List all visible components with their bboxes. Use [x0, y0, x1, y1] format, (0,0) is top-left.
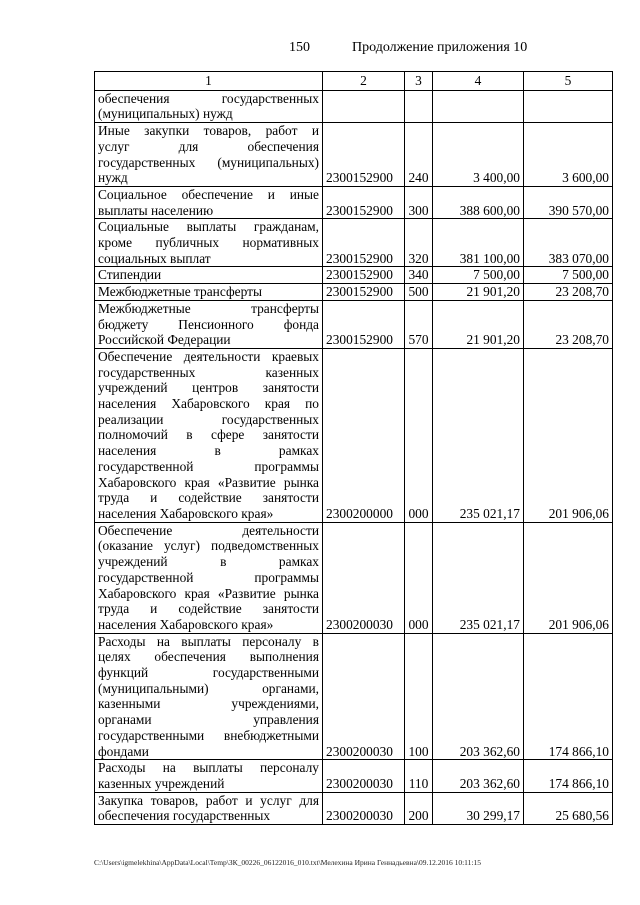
expense-name-line: Обеспечение деятельности краевых: [98, 348, 319, 364]
amount-year-2-cell: 3 600,00: [524, 123, 613, 187]
table-row: [95, 219, 613, 267]
expense-name-line: реализации государственных: [98, 411, 319, 427]
expense-name-cell: [95, 267, 323, 284]
expense-name-line: услуг для обеспечения: [98, 138, 319, 154]
expense-name-line: Межбюджетные трансферты: [98, 284, 262, 300]
expense-name-line: (оказание услуг) подведомственных: [98, 538, 319, 554]
target-article-code-cell: 2300152900: [323, 267, 405, 284]
expense-name-line: государственной программы: [98, 458, 319, 474]
amount-year-1-cell: 388 600,00: [433, 186, 524, 218]
amount-year-2-cell: 23 208,70: [524, 284, 613, 301]
expense-name-line: кроме публичных нормативных: [98, 235, 319, 251]
expense-name-line: казенных учреждений: [98, 775, 225, 791]
target-article-code-cell: 2300200030: [323, 792, 405, 824]
expense-name-line: Хабаровского края «Развитие рынка: [98, 585, 319, 601]
expense-name-line: органами управления: [98, 712, 319, 728]
column-header-5: 5: [524, 72, 613, 91]
amount-year-2-cell: 7 500,00: [524, 267, 613, 284]
expense-name-line: учреждений центров занятости: [98, 380, 319, 396]
expense-name-line: населения Хабаровского края по: [98, 396, 319, 412]
amount-year-2-cell: 25 680,56: [524, 792, 613, 824]
expense-type-code-cell: 570: [405, 300, 433, 348]
expense-type-code-cell: 500: [405, 284, 433, 301]
amount-year-2-cell: [524, 90, 613, 122]
column-header-2: 2: [323, 72, 405, 91]
expense-name-line: обеспечения государственных: [98, 90, 319, 106]
amount-year-1-cell: 381 100,00: [433, 219, 524, 267]
expense-name-line: (муниципальными) органами,: [98, 680, 319, 696]
expense-name-line: социальных выплат: [98, 250, 211, 266]
amount-year-1-cell: 21 901,20: [433, 300, 524, 348]
amount-year-1-cell: 203 362,60: [433, 760, 524, 792]
expense-type-code-cell: 000: [405, 522, 433, 633]
target-article-code-cell: 2300152900: [323, 300, 405, 348]
amount-year-1-cell: 30 299,17: [433, 792, 524, 824]
target-article-code-cell: 2300200030: [323, 633, 405, 760]
expense-name-line: Стипендии: [98, 267, 162, 283]
expense-type-code-cell: 320: [405, 219, 433, 267]
expense-type-code-cell: 300: [405, 186, 433, 218]
expense-name-cell: [95, 633, 323, 760]
table-row: [95, 792, 613, 824]
amount-year-2-cell: 174 866,10: [524, 760, 613, 792]
amount-year-1-cell: 235 021,17: [433, 348, 524, 522]
expense-name-line: Расходы на выплаты персоналу в: [98, 633, 319, 649]
expense-name-cell: [95, 123, 323, 187]
expense-name-cell: [95, 300, 323, 348]
expense-name-line: бюджету Пенсионного фонда: [98, 316, 319, 332]
expense-name-line: целях обеспечения выполнения: [98, 649, 319, 665]
expense-name-line: обеспечения государственных: [98, 808, 271, 824]
expense-name-line: Обеспечение деятельности: [98, 522, 319, 538]
amount-year-1-cell: 7 500,00: [433, 267, 524, 284]
column-header-row: [95, 72, 613, 91]
expense-name-line: Социальное обеспечение и иные: [98, 186, 319, 202]
expense-name-line: Расходы на выплаты персоналу: [98, 760, 319, 776]
column-header-3: 3: [405, 72, 433, 91]
expense-name-line: труда и содействие занятости: [98, 601, 319, 617]
expense-name-cell: [95, 348, 323, 522]
expense-name-cell: [95, 186, 323, 218]
target-article-code-cell: 2300152900: [323, 123, 405, 187]
expense-type-code-cell: 200: [405, 792, 433, 824]
expense-type-code-cell: 000: [405, 348, 433, 522]
table-row: [95, 300, 613, 348]
table-row: [95, 284, 613, 301]
target-article-code-cell: 2300200030: [323, 760, 405, 792]
expense-type-code-cell: [405, 90, 433, 122]
expense-name-line: Российской Федерации: [98, 332, 231, 348]
expense-name-line: учреждений в рамках: [98, 554, 319, 570]
expense-name-line: населения Хабаровского края»: [98, 616, 274, 632]
expense-name-line: казенными учреждениями,: [98, 696, 319, 712]
table-row: [95, 186, 613, 218]
column-header-4: 4: [433, 72, 524, 91]
expense-name-line: государственной программы: [98, 569, 319, 585]
expense-type-code-cell: 240: [405, 123, 433, 187]
target-article-code-cell: 2300152900: [323, 219, 405, 267]
expense-name-line: населения в рамках: [98, 443, 319, 459]
amount-year-2-cell: 201 906,06: [524, 522, 613, 633]
amount-year-2-cell: 390 570,00: [524, 186, 613, 218]
expense-name-line: фондами: [98, 743, 149, 759]
amount-year-1-cell: 21 901,20: [433, 284, 524, 301]
expense-name-line: государственных (муниципальных): [98, 154, 319, 170]
expense-name-line: нужд: [98, 170, 128, 186]
expense-type-code-cell: 110: [405, 760, 433, 792]
expense-name-line: полномочий в сфере занятости: [98, 427, 319, 443]
expense-name-cell: [95, 522, 323, 633]
table-row: [95, 90, 613, 122]
table-row: [95, 633, 613, 760]
expense-name-cell: [95, 760, 323, 792]
expense-name-line: труда и содействие занятости: [98, 490, 319, 506]
expense-type-code-cell: 100: [405, 633, 433, 760]
target-article-code-cell: 2300152900: [323, 284, 405, 301]
target-article-code-cell: [323, 90, 405, 122]
expense-name-line: государственных казенных: [98, 364, 319, 380]
column-header-1: 1: [95, 72, 323, 91]
expense-name-line: выплаты населению: [98, 202, 214, 218]
expense-name-cell: [95, 90, 323, 122]
expense-name-line: Межбюджетные трансферты: [98, 300, 319, 316]
table-row: [95, 760, 613, 792]
amount-year-1-cell: [433, 90, 524, 122]
amount-year-2-cell: 201 906,06: [524, 348, 613, 522]
table-row: [95, 267, 613, 284]
amount-year-1-cell: 203 362,60: [433, 633, 524, 760]
table-row: [95, 522, 613, 633]
page-number: 150: [289, 40, 310, 55]
appendix-continuation-title: Продолжение приложения 10: [352, 40, 528, 55]
expense-name-line: Хабаровского края «Развитие рынка: [98, 474, 319, 490]
amount-year-1-cell: 3 400,00: [433, 123, 524, 187]
expense-name-cell: [95, 792, 323, 824]
table-row: [95, 348, 613, 522]
expense-type-code-cell: 340: [405, 267, 433, 284]
expense-name-cell: [95, 284, 323, 301]
target-article-code-cell: 2300200030: [323, 522, 405, 633]
target-article-code-cell: 2300152900: [323, 186, 405, 218]
amount-year-1-cell: 235 021,17: [433, 522, 524, 633]
expense-name-line: населения Хабаровского края»: [98, 505, 274, 521]
table-row: [95, 123, 613, 187]
expense-name-line: (муниципальных) нужд: [98, 106, 233, 122]
expense-name-line: Закупка товаров, работ и услуг для: [98, 792, 319, 808]
expense-name-line: Иные закупки товаров, работ и: [98, 123, 319, 139]
amount-year-2-cell: 383 070,00: [524, 219, 613, 267]
target-article-code-cell: 2300200000: [323, 348, 405, 522]
file-path-footer: C:\Users\igmelekhina\AppData\Local\Temp\ЗК_00226_06122016_010.txt\Мелехина Ирина Геннадьевна\09.12.2016 10:11:15: [94, 858, 481, 867]
budget-table: [94, 71, 613, 825]
expense-name-line: Социальные выплаты гражданам,: [98, 219, 319, 235]
expense-name-cell: [95, 219, 323, 267]
amount-year-2-cell: 174 866,10: [524, 633, 613, 760]
expense-name-line: функций государственными: [98, 665, 319, 681]
expense-name-line: государственными внебюджетными: [98, 727, 319, 743]
amount-year-2-cell: 23 208,70: [524, 300, 613, 348]
